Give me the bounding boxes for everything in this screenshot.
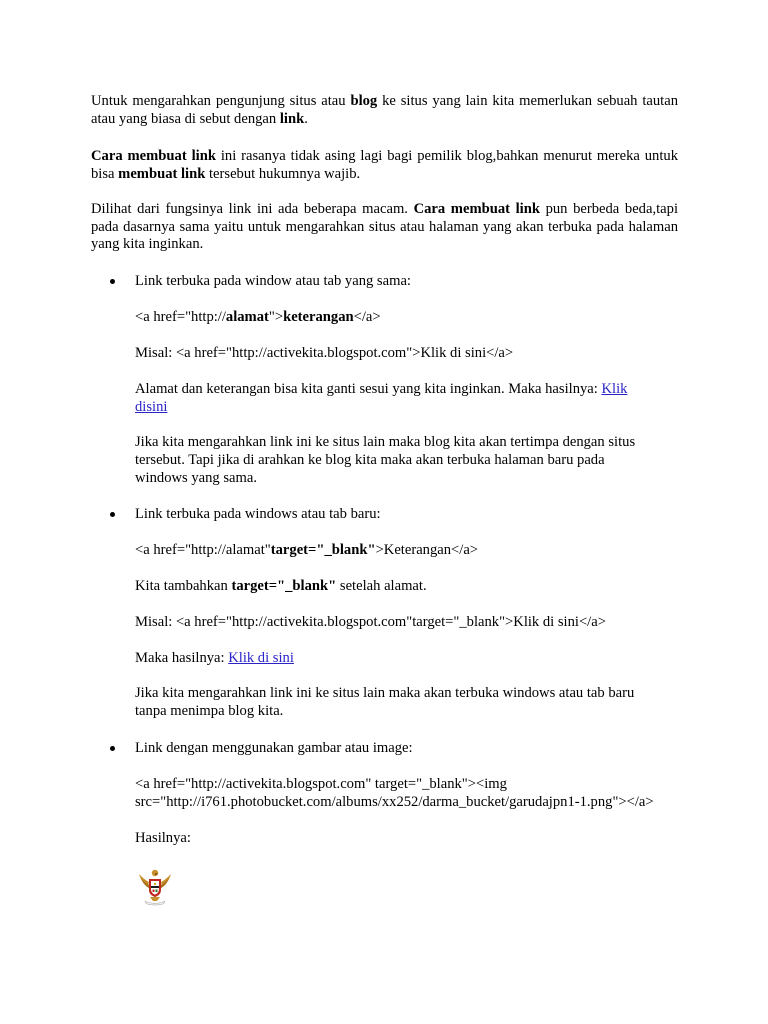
section-3-code-line-1: <a href="http://activekita.blogspot.com" target="_blank"><img [135, 776, 507, 792]
klik-disini-link-cont[interactable]: disini [135, 399, 168, 415]
intro-paragraph-3: Dilihat dari fungsinya link ini ada beberapa macam. Cara membuat link pun berbeda beda,tapi pada dasarnya sama yaitu untuk mengarahkan situs atau halaman yang akan terbuka pada halaman yang kita inginkan. [91, 201, 678, 252]
section-2-note-line-2: tanpa menimpa blog kita. [135, 703, 284, 719]
klik-di-sini-link[interactable]: Klik di sini [228, 650, 294, 666]
intro-paragraph-1: Untuk mengarahkan pengunjung situs atau blog ke situs yang lain kita memerlukan sebuah tautan atau yang biasa di sebut dengan link. [91, 93, 679, 127]
link-bold: link [279, 110, 305, 127]
section-1-heading: Link terbuka pada window atau tab yang sama: [135, 273, 411, 289]
section-1-note-line-3: windows yang sama. [135, 470, 258, 486]
bullet-1 [109, 274, 117, 282]
intro-paragraph-2: Cara membuat link ini rasanya tidak asing lagi bagi pemilik blog,bahkan menurut mereka untuk bisa membuat link tersebut hukumnya wajib. [91, 148, 678, 182]
bullet-2 [109, 507, 117, 515]
section-3-code-line-2: src="http://i761.photobucket.com/albums/xx252/darma_bucket/garudajpn1-1.png"></a> [135, 794, 654, 810]
section-1-example: Misal: <a href="http://activekita.blogspot.com">Klik di sini</a> [135, 345, 514, 361]
cara-membuat-link-bold-2: Cara membuat link [413, 201, 540, 217]
membuat-link-bold: membuat link [118, 165, 206, 182]
section-3-result-label: Hasilnya: [135, 830, 191, 846]
section-2-add-target: Kita tambahkan target="_blank" setelah alamat. [135, 578, 427, 594]
section-2-code: <a href="http://alamat"target="_blank">Keterangan</a> [135, 542, 479, 558]
section-2-heading: Link terbuka pada windows atau tab baru: [135, 506, 381, 522]
section-1-note-line-1: Jika kita mengarahkan link ini ke situs lain maka blog kita akan tertimpa dengan situs [135, 434, 636, 450]
section-1-result: Alamat dan keterangan bisa kita ganti sesui yang kita inginkan. Maka hasilnya: Klik [135, 381, 628, 397]
garuda-emblem-icon[interactable] [137, 866, 173, 906]
section-2-example: Misal: <a href="http://activekita.blogspot.com"target="_blank">Klik di sini</a> [135, 614, 606, 630]
section-2-note-line-1: Jika kita mengarahkan link ini ke situs lain maka akan terbuka windows atau tab baru [135, 685, 635, 701]
section-2-result: Maka hasilnya: Klik di sini [135, 650, 294, 666]
section-1-code: <a href="http://alamat">keterangan</a> [135, 309, 381, 325]
section-3-heading: Link dengan menggunakan gambar atau image: [135, 740, 413, 756]
section-1-result-cont [135, 399, 695, 417]
cara-membuat-link-bold: Cara membuat link [91, 148, 216, 164]
section-1-note-line-2: tersebut. Tapi jika di arahkan ke blog kita maka akan terbuka halaman baru pada [135, 452, 605, 468]
klik-disini-link[interactable]: Klik [601, 381, 628, 397]
bullet-3 [109, 741, 117, 749]
blog-bold: blog [350, 93, 378, 109]
